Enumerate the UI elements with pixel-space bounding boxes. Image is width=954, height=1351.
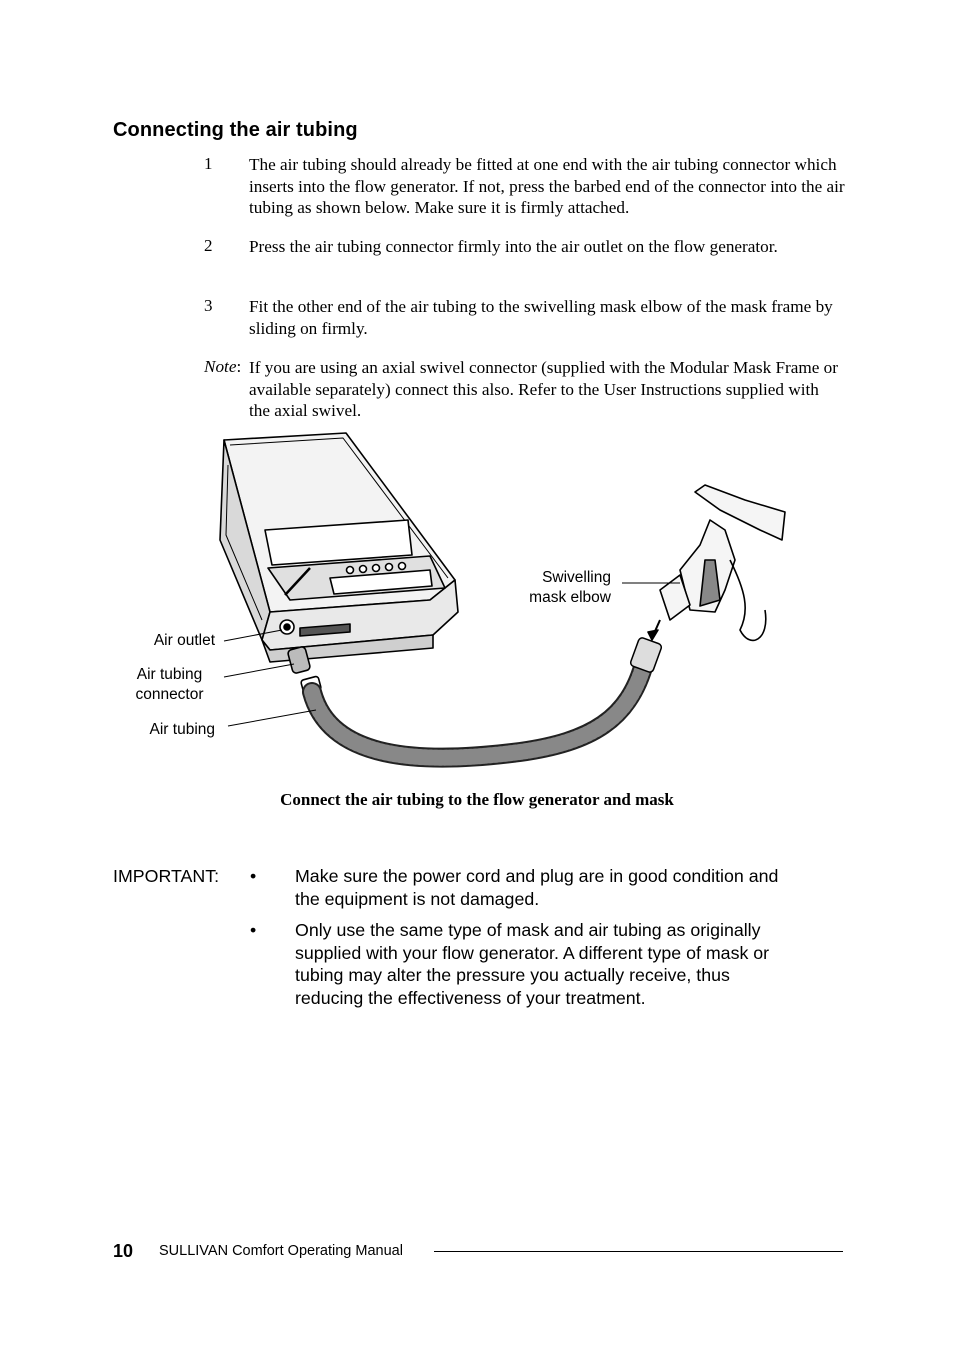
callout-air-tubing: Air tubing <box>149 721 215 738</box>
step-1-number: 1 <box>204 154 213 173</box>
step-2-number: 2 <box>204 236 213 255</box>
important-bullet-1: • <box>250 866 257 886</box>
callout-air-outlet: Air outlet <box>153 632 215 649</box>
important-item-1: Make sure the power cord and plug are in good condition and the equipment is not damaged. <box>295 866 779 909</box>
callout-air-tubing-connector: Air tubing connector <box>135 666 204 703</box>
step-3-text: Fit the other end of the air tubing to the swivelling mask elbow of the mask frame by sliding on firmly. <box>249 297 833 338</box>
important-item-2: Only use the same type of mask and air tubing as originally supplied with your flow generator. A different type of mask or tubing may alter the pressure you actually receive, thus reducing the effectiveness of your treatment. <box>295 920 770 1008</box>
important-bullet-2: • <box>250 920 257 940</box>
step-3-number: 3 <box>204 296 213 315</box>
page-number: 10 <box>113 1241 134 1261</box>
footer-rule <box>434 1251 843 1252</box>
footer-title: SULLIVAN Comfort Operating Manual <box>159 1243 403 1259</box>
step-1-text: The air tubing should already be fitted at one end with the air tubing connector which inserts into the flow generator. If not, press the barbed end of the connector into the air tubing as shown below. Make sure it is firmly attached. <box>249 155 845 217</box>
note-label: Note: <box>204 357 242 376</box>
flow-generator-illustration <box>220 433 458 662</box>
callout-swivelling-mask-elbow: Swivelling mask elbow <box>529 569 611 606</box>
mask-illustration <box>648 485 785 640</box>
step-2-text: Press the air tubing connector firmly into the air outlet on the flow generator. <box>249 237 778 256</box>
note-text: If you are using an axial swivel connector (supplied with the Modular Mask Frame or available separately) connect this also. Refer to the User Instructions supplied with the axial swivel. <box>249 358 838 420</box>
note-label-text: Note <box>204 357 237 376</box>
section-heading: Connecting the air tubing <box>113 119 358 141</box>
air-tubing-hose <box>312 637 662 758</box>
important-label: IMPORTANT: <box>113 866 220 886</box>
figure-caption: Connect the air tubing to the flow generator and mask <box>280 790 674 809</box>
